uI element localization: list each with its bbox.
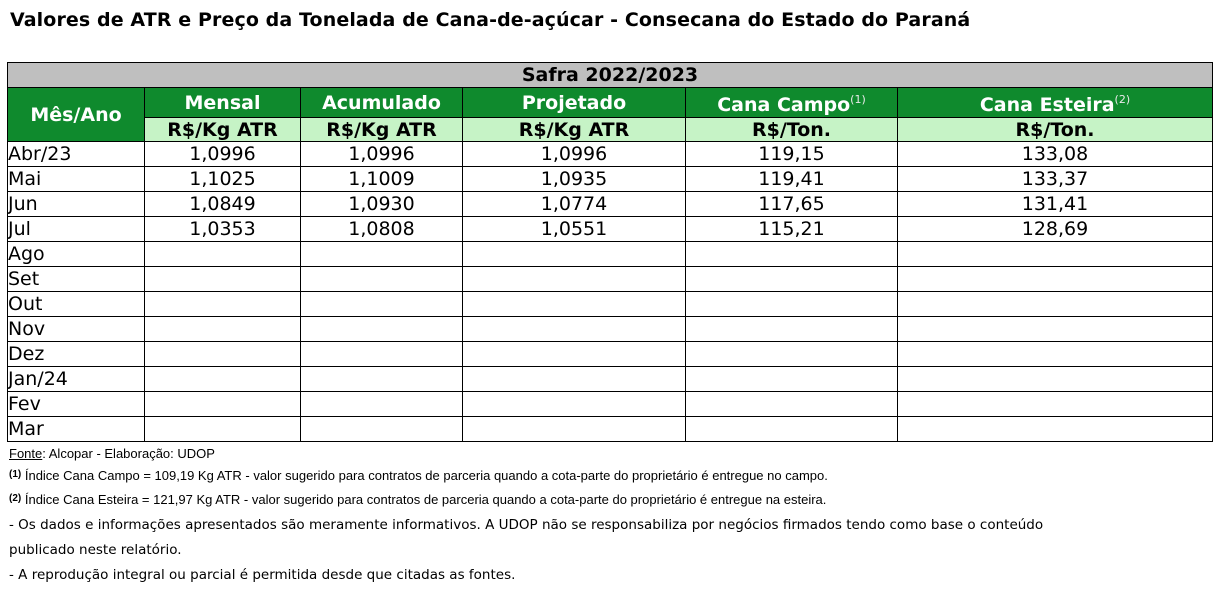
table-row [8,317,1213,342]
month-cell: Set [8,267,145,292]
value-cell [145,417,301,442]
month-cell: Jan/24 [8,367,145,392]
value-cell [463,292,686,317]
value-cell [463,367,686,392]
source-text: : Alcopar - Elaboração: UDOP [42,446,215,461]
unit-projetado: R$/Kg ATR [463,118,686,142]
note-2-marker: (2) [9,493,22,504]
source-line [9,446,1209,468]
note-1-text: Índice Cana Campo = 109,19 Kg ATR - valor sugerido para contratos de parceria quando a cota-parte do proprietário é entregue no campo. [21,468,828,483]
value-cell: 1,0996 [145,142,301,167]
disclaimer-1: - Os dados e informações apresentados são meramente informativos. A UDOP não se responsabiliza por negócios firmados tendo como base o conteúdo [9,517,1044,533]
safra-header: Safra 2022/2023 [8,63,1213,88]
table-row [8,342,1213,367]
value-cell: 1,0774 [463,192,686,217]
value-cell [898,367,1213,392]
value-cell [301,317,463,342]
value-cell [463,392,686,417]
value-cell [145,317,301,342]
value-cell [898,342,1213,367]
value-cell [301,342,463,367]
page-title: Valores de ATR e Preço da Tonelada de Cana-de-açúcar - Consecana do Estado do Paraná [10,9,971,31]
value-cell [686,367,898,392]
value-cell [463,342,686,367]
value-cell: 1,0996 [463,142,686,167]
safra-row [8,63,1213,88]
unit-acumulado: R$/Kg ATR [301,118,463,142]
note-2-text: Índice Cana Esteira = 121,97 Kg ATR - valor sugerido para contratos de parceria quando a cota-parte do proprietário é entregue na esteira. [21,492,827,507]
value-cell [686,242,898,267]
value-cell [898,392,1213,417]
unit-cana-campo: R$/Ton. [686,118,898,142]
value-cell [463,267,686,292]
table-row [8,142,1213,167]
value-cell [301,267,463,292]
table-row [8,417,1213,442]
value-cell [686,317,898,342]
value-cell [301,367,463,392]
col-header-cana-campo: Cana Campo$^{(1)}$ [686,88,898,118]
value-cell [686,342,898,367]
table-row [8,367,1213,392]
month-cell: Fev [8,392,145,417]
value-cell: 1,0996 [301,142,463,167]
table-row [8,167,1213,192]
mes-ano-header: Mês/Ano [8,88,145,142]
value-cell [301,242,463,267]
table-row [8,192,1213,217]
value-cell: 128,69 [898,217,1213,242]
value-cell: 1,0353 [145,217,301,242]
col-header-mensal: Mensal [145,88,301,118]
table-row [8,392,1213,417]
value-cell: 133,37 [898,167,1213,192]
table-row [8,217,1213,242]
value-cell [898,292,1213,317]
col-header-acumulado: Acumulado [301,88,463,118]
note-2 [9,492,1209,517]
col-header-cana-esteira: Cana Esteira$^{(2)}$ [898,88,1213,118]
unit-row [8,118,1213,142]
value-cell: 1,0935 [463,167,686,192]
footnote-ref-1: (1) [850,93,866,106]
footnote-ref-2: (2) [1114,93,1131,106]
table-row [8,292,1213,317]
value-cell: 1,1009 [301,167,463,192]
value-cell [898,267,1213,292]
month-cell: Jul [8,217,145,242]
note-1-marker: (1) [9,469,22,480]
value-cell [686,267,898,292]
value-cell [463,317,686,342]
value-cell [145,292,301,317]
value-cell [898,417,1213,442]
value-cell [145,367,301,392]
column-header-row [8,88,1213,118]
value-cell [686,417,898,442]
value-cell [301,292,463,317]
value-cell: 1,1025 [145,167,301,192]
value-cell [463,417,686,442]
value-cell: 1,0849 [145,192,301,217]
value-cell: 119,41 [686,167,898,192]
month-cell: Dez [8,342,145,367]
value-cell [686,292,898,317]
month-cell: Ago [8,242,145,267]
value-cell [686,392,898,417]
disclaimer-3: - A reprodução integral ou parcial é permitida desde que citadas as fontes. [9,567,516,583]
month-cell: Nov [8,317,145,342]
note-1 [9,468,1209,492]
value-cell: 1,0930 [301,192,463,217]
value-cell: 131,41 [898,192,1213,217]
value-cell: 117,65 [686,192,898,217]
value-cell [463,242,686,267]
value-cell: 1,0551 [463,217,686,242]
value-cell: 133,08 [898,142,1213,167]
value-cell [145,242,301,267]
footnotes [9,446,1209,591]
unit-mensal: R$/Kg ATR [145,118,301,142]
month-cell: Out [8,292,145,317]
disclaimer-2: publicado neste relatório. [9,542,182,558]
month-cell: Abr/23 [8,142,145,167]
month-cell: Mar [8,417,145,442]
value-cell [301,392,463,417]
value-cell [145,267,301,292]
value-cell [898,317,1213,342]
unit-cana-esteira: R$/Ton. [898,118,1213,142]
value-cell: 1,0808 [301,217,463,242]
value-cell: 119,15 [686,142,898,167]
value-cell [301,417,463,442]
value-cell: 115,21 [686,217,898,242]
value-cell [898,242,1213,267]
month-cell: Jun [8,192,145,217]
col-header-projetado: Projetado [463,88,686,118]
table-row [8,267,1213,292]
month-cell: Mai [8,167,145,192]
value-cell [145,392,301,417]
atr-price-table [7,62,1213,442]
table-row [8,242,1213,267]
source-label: Fonte [9,446,43,461]
value-cell [145,342,301,367]
